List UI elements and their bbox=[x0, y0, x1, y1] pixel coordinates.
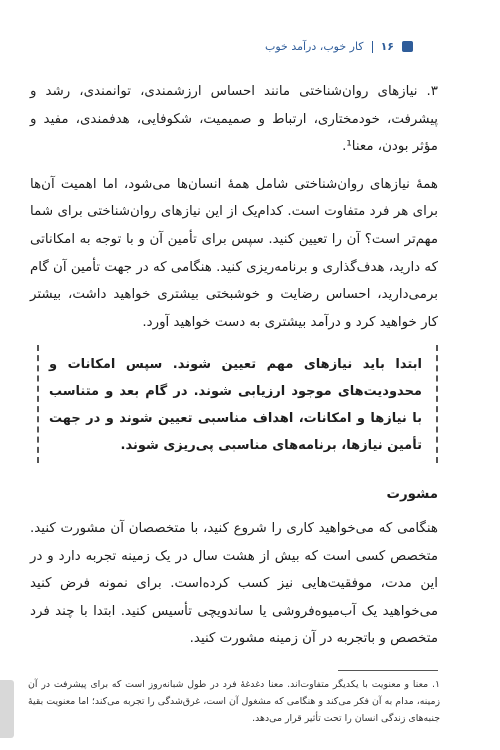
page-edge-mark bbox=[0, 680, 14, 738]
section-paragraph: هنگامی که می‌خواهید کاری را شروع کنید، با متخصصان آن مشورت کنید. متخصص کسی است که بیش از هشت سال در یک زمینه تجربه دارد و در این مدت، موفقیت‌هایی نیز کسب کرده‌است. برای نمونه فرض کنید می‌خواهید یک آب‌میوه‌فروشی یا ساندویچی تأسیس کنید. ابتدا با چند فرد متخصص و باتجربه در آن زمینه مشورت کنید. bbox=[30, 521, 438, 647]
highlight-box bbox=[37, 345, 438, 463]
footnote-divider bbox=[338, 670, 438, 671]
page-number: ۱۶ bbox=[380, 40, 394, 53]
footnotes bbox=[28, 676, 440, 727]
highlight-text: ابتدا باید نیازهای مهم تعیین شوند. سپس امکانات و محدودیت‌های موجود ارزیابی شوند. در گام بعد و متناسب با نیازها و امکانات، اهداف مناسبی تعیین شوند و در جهت تأمین نیازها، برنامه‌های مناسبی پی‌ریزی شوند. bbox=[49, 357, 422, 453]
page-header bbox=[28, 40, 413, 53]
running-title: کار خوب، درآمد خوب bbox=[265, 40, 364, 53]
section-heading: مشورت bbox=[386, 487, 438, 502]
list-item-3: ۳. نیازهای روان‌شناختی مانند احساس ارزشمندی، توانمندی، رشد و پیشرفت، خودمختاری، ارتباط و صمیمیت، شکوفایی، هدفمندی، مفید و مؤثر بودن، معنا¹. bbox=[30, 84, 438, 155]
header-divider bbox=[372, 41, 373, 53]
footnote-1: ۱. معنا و معنویت با یکدیگر متفاوت‌اند. معنا دغدغهٔ فرد در طول شبانه‌روز است که برای پیشرفت در آن زمینه، مدام به آن فکر می‌کند و هنگامی که مشغول آن است، غرق‌شدگی را تجربه می‌کند؛ اما معنویت بقیهٔ جنبه‌های زندگی انسان را تحت تأثیر قرار می‌دهد. bbox=[28, 679, 440, 724]
section-text bbox=[30, 515, 438, 653]
header-marker-icon bbox=[402, 41, 413, 52]
body-paragraph: همهٔ نیازهای روان‌شناختی شامل همهٔ انسان‌ها می‌شود، اما اهمیت آن‌ها برای هر فرد متفاوت است. کدام‌یک از این نیازهای روان‌شناختی برای شما مهم‌تر است؟ آن را تعیین کنید. سپس برای تأمین آن و با توجه به امکاناتی که دارید، هدف‌گذاری و برنامه‌ریزی کنید. هنگامی که در جهت تأمین آن گام برمی‌دارید، احساس رضایت و خوشبختی بیشتری خواهید داشت، بیشتر کار خواهید کرد و درآمد بیشتری به دست خواهید آورد. bbox=[30, 176, 438, 330]
main-text bbox=[30, 78, 438, 346]
